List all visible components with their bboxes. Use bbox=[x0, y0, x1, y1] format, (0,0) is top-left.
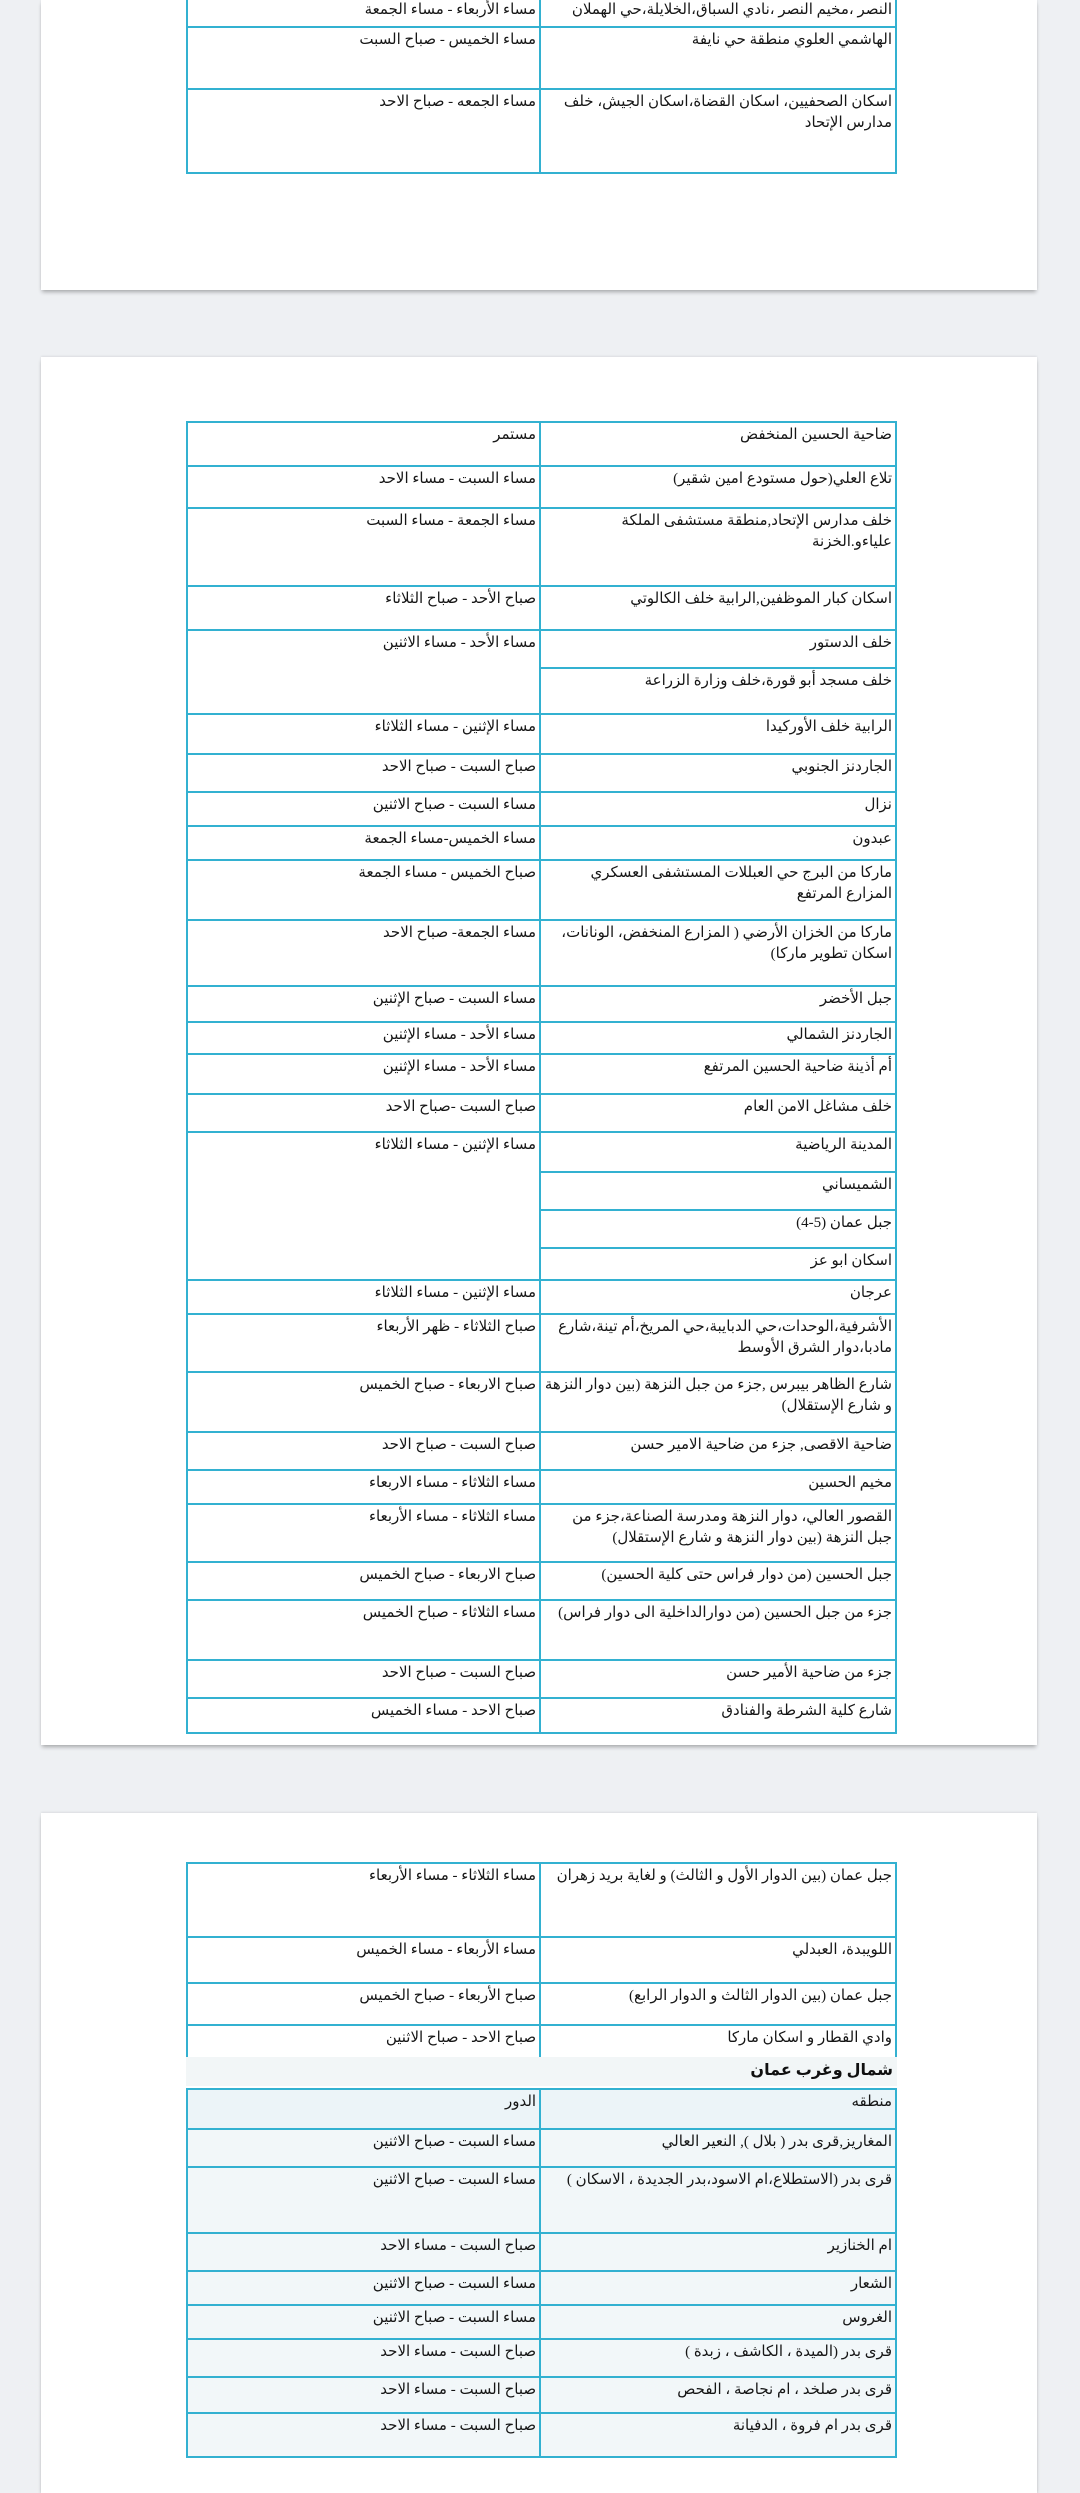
schedule-cell: صباح الأربعاء - صباح الخميس bbox=[187, 1983, 540, 2025]
area-cell: اللويبدة، العبدلي bbox=[540, 1937, 896, 1983]
table-row bbox=[187, 27, 896, 89]
table-row bbox=[187, 920, 896, 986]
table-row bbox=[187, 986, 896, 1022]
table-row bbox=[187, 1054, 896, 1094]
table-row bbox=[187, 586, 896, 630]
table-row bbox=[187, 1937, 896, 1983]
area-cell: عرجان bbox=[540, 1280, 896, 1314]
schedule-cell: صباح السبت - مساء الاحد bbox=[187, 2413, 540, 2457]
area-cell: ام الخنازير bbox=[540, 2233, 896, 2271]
table-row bbox=[187, 754, 896, 792]
table-row bbox=[187, 1280, 896, 1314]
schedule-cell: مساء الأحد - مساء الإثنين bbox=[187, 1022, 540, 1054]
table-row bbox=[187, 2377, 896, 2413]
water-schedule-table-1 bbox=[186, 0, 897, 174]
area-cell: جبل الأخضر bbox=[540, 986, 896, 1022]
area-cell: مخيم الحسين bbox=[540, 1470, 896, 1504]
table-row bbox=[187, 1470, 896, 1504]
area-cell: الهاشمي العلوي منطقة حي نايفة bbox=[540, 27, 896, 89]
document-page-1 bbox=[41, 0, 1037, 290]
schedule-cell: مساء الجمعه - صباح الاحد bbox=[187, 89, 540, 173]
area-cell: خلف مشاغل الامن العام bbox=[540, 1094, 896, 1132]
schedule-cell: صباح السبت - صباح الاحد bbox=[187, 754, 540, 792]
schedule-cell: صباح السبت - مساء الاحد bbox=[187, 2339, 540, 2377]
area-cell: عبدون bbox=[540, 826, 896, 860]
schedule-cell: صباح السبت -صباح الاحد bbox=[187, 1094, 540, 1132]
area-cell: وادي القطار و اسكان ماركا bbox=[540, 2025, 896, 2067]
table-row bbox=[187, 1660, 896, 1698]
schedule-cell: مساء السبت - صباح الاثنين bbox=[187, 2129, 540, 2167]
schedule-cell: صباح السبت - صباح الاحد bbox=[187, 1432, 540, 1470]
table-row bbox=[187, 860, 896, 920]
table-row bbox=[187, 1600, 896, 1660]
area-cell: جبل عمان (بين الدوار الأول و الثالث) و لغاية بريد زهران bbox=[540, 1863, 896, 1937]
document-page-3 bbox=[41, 1813, 1037, 2493]
schedule-cell: مساء السبت - صباح الاثنين bbox=[187, 2271, 540, 2305]
area-cell: الرابية خلف الأوركيدا bbox=[540, 714, 896, 754]
schedule-cell: صباح الاحد - مساء الخميس bbox=[187, 1698, 540, 1733]
area-cell: قرى بدر ام فروة ، الدفيانة bbox=[540, 2413, 896, 2457]
schedule-cell: مساء الجمعة- صباح الاحد bbox=[187, 920, 540, 986]
schedule-cell: صباح الاربعاء - صباح الخميس bbox=[187, 1562, 540, 1600]
schedule-cell: مساء الخميس-مساء الجمعة bbox=[187, 826, 540, 860]
schedule-cell: مستمر bbox=[187, 422, 540, 466]
schedule-cell: صباح الاحد - صباح الاثنين bbox=[187, 2025, 540, 2067]
table-row bbox=[187, 2129, 896, 2167]
table-row bbox=[187, 630, 896, 668]
table-row bbox=[187, 1432, 896, 1470]
area-cell: القصور العالي، دوار النزهة ومدرسة الصناعة،جزء من جبل النزهة (بين دوار النزهة و شارع الإستقلال) bbox=[540, 1504, 896, 1562]
table-row bbox=[187, 1983, 896, 2025]
area-cell: الشميساني bbox=[540, 1172, 896, 1210]
schedule-cell: مساء الثلاثاء - مساء الأربعاء bbox=[187, 1504, 540, 1562]
table-row bbox=[187, 1314, 896, 1372]
area-cell: الجاردنز الجنوبي bbox=[540, 754, 896, 792]
schedule-cell: مساء السبت - صباح الإثنين bbox=[187, 986, 540, 1022]
table-row bbox=[187, 2305, 896, 2339]
table-row bbox=[187, 422, 896, 466]
area-cell: قرى بدر (الميدة ، الكاشف ، زبدة ) bbox=[540, 2339, 896, 2377]
table-row bbox=[187, 792, 896, 826]
section-heading-north-west-amman: شمال وغرب عمان bbox=[186, 2057, 897, 2086]
schedule-cell: صباح السبت - مساء الاحد bbox=[187, 2377, 540, 2413]
table-row bbox=[187, 2233, 896, 2271]
table-row bbox=[187, 2413, 896, 2457]
area-cell: ماركا من الخزان الأرضي ( المزارع المنخفض، الونانات، اسكان تطوير ماركا) bbox=[540, 920, 896, 986]
schedule-cell: مساء السبت - صباح الاثنين bbox=[187, 2167, 540, 2233]
area-cell: أم أذينة ضاحية الحسين المرتفع bbox=[540, 1054, 896, 1094]
schedule-cell: مساء الأربعاء - مساء الجمعة bbox=[187, 0, 540, 27]
area-cell: الجاردنز الشمالي bbox=[540, 1022, 896, 1054]
table-row bbox=[187, 1022, 896, 1054]
area-cell: اسكان الصحفيين، اسكان القضاة،اسكان الجيش، خلف مدارس الإتحاد bbox=[540, 89, 896, 173]
area-cell: ضاحية الاقصى, جزء من ضاحية الامير حسن bbox=[540, 1432, 896, 1470]
area-cell: المغاريز,قرى بدر ( بلال ), النعير العالي bbox=[540, 2129, 896, 2167]
water-schedule-table-4 bbox=[186, 2088, 897, 2458]
table-row bbox=[187, 714, 896, 754]
area-cell: جبل عمان (5-4) bbox=[540, 1210, 896, 1248]
schedule-cell: مساء الجمعة - مساء السبت bbox=[187, 508, 540, 586]
table-row bbox=[187, 1372, 896, 1432]
area-cell: تلاع العلي(حول مستودع امين شقير) bbox=[540, 466, 896, 508]
area-cell: خلف الدستور bbox=[540, 630, 896, 668]
area-cell: نزال bbox=[540, 792, 896, 826]
water-schedule-table-2 bbox=[186, 421, 897, 1734]
table-row bbox=[187, 2167, 896, 2233]
table-row bbox=[187, 89, 896, 173]
schedule-cell: صباح الثلاثاء - ظهر الأربعاء bbox=[187, 1314, 540, 1372]
table-row bbox=[187, 466, 896, 508]
schedule-cell: مساء الثلاثاء - مساء الأربعاء bbox=[187, 1863, 540, 1937]
area-cell: جزء من ضاحية الأمير حسن bbox=[540, 1660, 896, 1698]
area-cell: المدينة الرياضية bbox=[540, 1132, 896, 1172]
schedule-cell: مساء الإثنين - مساء الثلاثاء bbox=[187, 714, 540, 754]
area-cell: قرى بدر صلخد ، ام نجاصة ، الفحص bbox=[540, 2377, 896, 2413]
table-row bbox=[187, 2271, 896, 2305]
schedule-cell: مساء الإثنين - مساء الثلاثاء bbox=[187, 1132, 540, 1280]
area-cell: الشعار bbox=[540, 2271, 896, 2305]
table-row bbox=[187, 1094, 896, 1132]
table-row bbox=[187, 2339, 896, 2377]
schedule-cell: مساء الإثنين - مساء الثلاثاء bbox=[187, 1280, 540, 1314]
water-schedule-table-3 bbox=[186, 1862, 897, 2068]
area-cell: اسكان ابو عز bbox=[540, 1248, 896, 1280]
schedule-cell: مساء الأحد - مساء الإثنين bbox=[187, 1054, 540, 1094]
schedule-cell: صباح الأحد - صباح الثلاثاء bbox=[187, 586, 540, 630]
table-row bbox=[187, 1132, 896, 1172]
table-row bbox=[187, 508, 896, 586]
area-cell: جبل عمان (بين الدوار الثالث و الدوار الرابع) bbox=[540, 1983, 896, 2025]
area-cell: قرى بدر (الاستطلاع،ام الاسود،بدر الجديدة ، الاسكان ) bbox=[540, 2167, 896, 2233]
area-cell: الأشرفية،الوحدات،حي الدبايبة،حي المريخ،أم تينة،شارع مادبا،دوار الشرق الأوسط bbox=[540, 1314, 896, 1372]
table-row bbox=[187, 1562, 896, 1600]
schedule-cell: مساء الأحد - مساء الاثنين bbox=[187, 630, 540, 714]
table-row bbox=[187, 1863, 896, 1937]
schedule-cell: مساء السبت - مساء الاحد bbox=[187, 466, 540, 508]
area-cell: خلف مسجد أبو قورة،خلف وزارة الزراعة bbox=[540, 668, 896, 714]
table-row bbox=[187, 1504, 896, 1562]
schedule-cell: مساء الثلاثاء - مساء الاربعاء bbox=[187, 1470, 540, 1504]
schedule-cell: مساء السبت - صباح الاثنين bbox=[187, 792, 540, 826]
schedule-cell: مساء الأربعاء - مساء الخميس bbox=[187, 1937, 540, 1983]
schedule-cell: صباح الخميس - مساء الجمعة bbox=[187, 860, 540, 920]
table-row bbox=[187, 0, 896, 27]
area-cell: ماركا من البرج حي العبللات المستشفى العسكري المزارع المرتفع bbox=[540, 860, 896, 920]
area-cell: ضاحية الحسين المنخفض bbox=[540, 422, 896, 466]
schedule-cell: مساء الخميس - صباح السبت bbox=[187, 27, 540, 89]
area-cell: جبل الحسين (من دوار فراس حتى كلية الحسين) bbox=[540, 1562, 896, 1600]
schedule-column-header: الدور bbox=[187, 2089, 540, 2129]
schedule-cell: صباح السبت - مساء الاحد bbox=[187, 2233, 540, 2271]
area-cell: شارع كلية الشرطة والفنادق bbox=[540, 1698, 896, 1733]
area-cell: شارع الظاهر بيبرس ,جزء من جبل النزهة (بين دوار النزهة و شارع الإستقلال) bbox=[540, 1372, 896, 1432]
area-cell: اسكان كبار الموظفين,الرابية خلف الكالوتي bbox=[540, 586, 896, 630]
area-cell: النصر ،مخيم النصر ،نادي السباق،الخلايلة،حي الهملان bbox=[540, 0, 896, 27]
table-row bbox=[187, 1698, 896, 1733]
area-column-header: منطقه bbox=[540, 2089, 896, 2129]
area-cell: خلف مدارس الإتحاد,منطقة مستشفى الملكة علياءو.الخزنة bbox=[540, 508, 896, 586]
schedule-cell: صباح الاربعاء - صباح الخميس bbox=[187, 1372, 540, 1432]
schedule-cell: مساء الثلاثاء - صباح الخميس bbox=[187, 1600, 540, 1660]
table-row bbox=[187, 826, 896, 860]
document-page-2 bbox=[41, 357, 1037, 1745]
table-header-row bbox=[187, 2089, 896, 2129]
area-cell: جزء من جبل الحسين (من دوارالداخلية الى دوار فراس) bbox=[540, 1600, 896, 1660]
area-cell: الغروس bbox=[540, 2305, 896, 2339]
schedule-cell: صباح السبت - صباح الاحد bbox=[187, 1660, 540, 1698]
schedule-cell: مساء السبت - صباح الاثنين bbox=[187, 2305, 540, 2339]
